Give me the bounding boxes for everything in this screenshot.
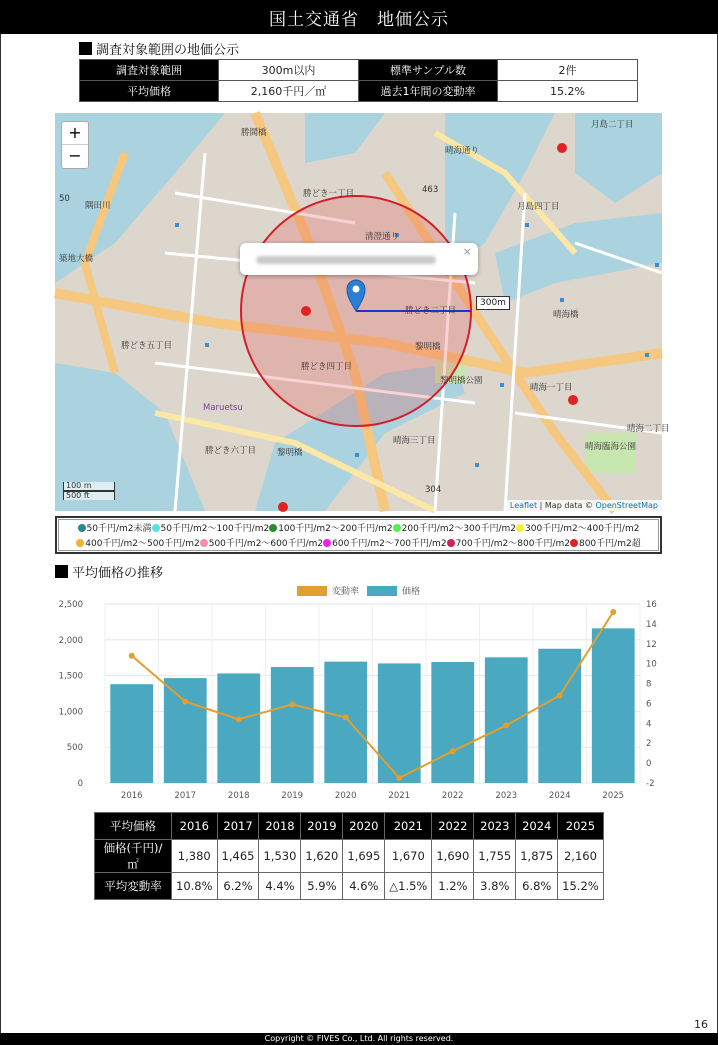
- bar: [217, 673, 260, 783]
- table-row: [80, 81, 638, 102]
- bar: [378, 663, 421, 783]
- table-cell: 1.2%: [432, 873, 474, 900]
- map-label-route304: 304: [425, 485, 442, 495]
- table-cell: 1,755: [474, 840, 516, 873]
- y-right-tick-label: 0: [646, 759, 652, 770]
- map-label-harumi-bridge: 晴海橋: [553, 310, 579, 320]
- legend-dot-icon: [323, 539, 331, 547]
- legend-label: 800千円/m2超: [578, 539, 641, 549]
- table-cell: △1.5%: [385, 873, 432, 900]
- map-label-route50: 50: [59, 194, 70, 204]
- legend-dot-icon: [516, 524, 524, 532]
- table-cell: 4.4%: [259, 873, 301, 900]
- x-tick-label: 2020: [334, 791, 357, 801]
- copyright: Copyright © FIVES Co., Ltd. All rights reserved.: [0, 1033, 718, 1045]
- legend-item: [447, 539, 570, 549]
- legend-item: [323, 539, 446, 549]
- map-label-tsukishima2: 月島二丁目: [591, 120, 634, 130]
- table-header-cell: 2019: [301, 813, 343, 840]
- leaflet-link[interactable]: Leaflet: [509, 501, 538, 510]
- section-heading-survey: [79, 39, 239, 58]
- map-label-harumi3: 晴海三丁目: [393, 436, 436, 446]
- table-cell: 1,380: [172, 840, 218, 873]
- map-label-tsukuji-ohashi: 築地大橋: [59, 254, 94, 264]
- bar: [324, 662, 367, 783]
- legend-item: [570, 539, 641, 549]
- y-left-tick-label: 2,500: [58, 600, 83, 610]
- survey-info-table: [79, 59, 638, 102]
- table-header-cell: 2018: [259, 813, 301, 840]
- legend-item: [393, 524, 516, 534]
- map-canvas: [55, 113, 670, 511]
- x-tick-label: 2022: [441, 791, 464, 801]
- map-label-kachidoki1: 勝どき一丁目: [303, 189, 355, 199]
- table-header-cell: 2016: [172, 813, 218, 840]
- x-tick-label: 2023: [495, 791, 518, 801]
- y-right-tick-label: 12: [646, 639, 657, 650]
- legend-label: 700千円/m2〜800千円/m2: [455, 539, 570, 549]
- heading-square-icon: [55, 565, 68, 578]
- y-right-tick-label: 14: [646, 619, 657, 630]
- zoom-in-button[interactable]: +: [62, 122, 88, 145]
- legend-item: [269, 524, 392, 534]
- legend-label: 価格: [402, 587, 421, 597]
- price-trend-chart: [55, 580, 665, 805]
- price-legend: [55, 516, 662, 554]
- table-cell: 標準サンプル数: [359, 60, 498, 81]
- legend-label: 50千円/m2未満: [86, 524, 152, 534]
- table-header-cell: 2022: [432, 813, 474, 840]
- legend-dot-icon: [570, 539, 578, 547]
- y-right-tick-label: 8: [646, 679, 652, 690]
- bar: [431, 662, 474, 783]
- y-right-tick-label: 4: [646, 719, 652, 730]
- legend-dot-icon: [78, 524, 86, 532]
- table-row: [95, 873, 604, 900]
- map-label-tsukishima4: 月島四丁目: [517, 202, 560, 212]
- table-cell: 1,875: [516, 840, 558, 873]
- table-cell: 15.2%: [558, 873, 604, 900]
- legend-label: 500千円/m2〜600千円/m2: [208, 539, 324, 549]
- map-label-kiyosumi: 清澄通り: [365, 232, 400, 242]
- table-cell: 15.2%: [498, 81, 638, 102]
- y-right-tick-label: 10: [646, 659, 657, 670]
- heading-square-icon: [79, 42, 92, 55]
- map-label-kachidoki5: 勝どき五丁目: [121, 341, 173, 351]
- map-label-harumi1: 晴海一丁目: [530, 383, 573, 393]
- legend-swatch: [367, 586, 397, 596]
- table-header-cell: 平均価格: [95, 813, 172, 840]
- map-label-harumi2: 晴海二丁目: [627, 424, 670, 434]
- bar: [538, 649, 581, 783]
- table-cell: 5.9%: [301, 873, 343, 900]
- legend-label: 50千円/m2〜100千円/m2: [160, 524, 270, 534]
- table-header-cell: 2021: [385, 813, 432, 840]
- legend-dot-icon: [447, 539, 455, 547]
- x-tick-label: 2024: [548, 791, 571, 801]
- line-point: [182, 698, 188, 704]
- table-cell: 調査対象範囲: [80, 60, 219, 81]
- legend-item: [78, 524, 152, 534]
- table-cell: 300m以内: [219, 60, 359, 81]
- line-point: [343, 714, 349, 720]
- line-point: [450, 748, 456, 754]
- line-point: [396, 775, 402, 781]
- distance-label: 300m: [476, 296, 510, 310]
- legend-label: 300千円/m2〜400千円/m2: [525, 524, 640, 534]
- y-right-tick-label: 16: [646, 600, 657, 610]
- map-scale-bar: [63, 482, 115, 500]
- y-left-tick-label: 0: [77, 779, 83, 789]
- x-tick-label: 2018: [227, 791, 250, 801]
- section-title: 調査対象範囲の地価公示: [96, 43, 240, 58]
- osm-link[interactable]: OpenStreetMap: [595, 501, 658, 510]
- table-cell: 2件: [498, 60, 638, 81]
- bar: [592, 628, 635, 783]
- table-cell: 6.8%: [516, 873, 558, 900]
- map-label-reimeibashi: 黎明橋: [277, 448, 303, 458]
- y-left-tick-label: 500: [66, 743, 83, 754]
- x-tick-label: 2017: [174, 791, 197, 801]
- table-header-cell: 2020: [343, 813, 385, 840]
- legend-dot-icon: [76, 539, 84, 547]
- y-left-tick-label: 2,000: [58, 635, 83, 646]
- section-heading-trend: [55, 562, 163, 581]
- line-point: [610, 609, 616, 615]
- table-cell: 1,530: [259, 840, 301, 873]
- y-right-tick-label: 6: [646, 699, 652, 710]
- table-cell: 1,695: [343, 840, 385, 873]
- table-header-row: [95, 813, 604, 840]
- scale-meters: 100 m: [63, 482, 115, 491]
- y-right-tick-label: -2: [646, 779, 655, 789]
- bar: [110, 684, 153, 783]
- table-cell: 価格(千円)/㎡: [95, 840, 172, 873]
- table-cell: 4.6%: [343, 873, 385, 900]
- line-point: [503, 722, 509, 728]
- table-header-cell: 2025: [558, 813, 604, 840]
- legend-dot-icon: [152, 524, 160, 532]
- legend-label: 600千円/m2〜700千円/m2: [332, 539, 447, 549]
- trend-table: [94, 812, 604, 900]
- map-label-kachidoki4: 勝どき四丁目: [301, 362, 353, 372]
- map-label-kachidoki6: 勝どき六丁目: [205, 446, 257, 456]
- legend-item: [516, 524, 639, 534]
- map-label-kachidoki-bridge: 勝鬨橋: [241, 128, 267, 138]
- legend-dot-icon: [269, 524, 277, 532]
- legend-label: 400千円/m2〜500千円/m2: [85, 539, 200, 549]
- table-cell: 平均価格: [80, 81, 219, 102]
- map-popup: [240, 243, 478, 275]
- line-point: [129, 653, 135, 659]
- area-map[interactable]: [55, 113, 670, 511]
- table-header-cell: 2023: [474, 813, 516, 840]
- table-cell: 1,620: [301, 840, 343, 873]
- table-header-cell: 2017: [217, 813, 259, 840]
- line-point: [236, 716, 242, 722]
- line-point: [289, 701, 295, 707]
- page-title: 国土交通省 地価公示: [0, 0, 718, 34]
- map-label-reimeibashi: 黎明橋: [415, 342, 441, 352]
- map-label-reimeibashi-park: 黎明橋公園: [440, 376, 483, 386]
- table-header-cell: 2024: [516, 813, 558, 840]
- table-cell: 10.8%: [172, 873, 218, 900]
- table-cell: 1,690: [432, 840, 474, 873]
- section-title: 平均価格の推移: [72, 566, 164, 581]
- legend-item: [200, 539, 323, 549]
- legend-swatch: [297, 586, 327, 596]
- table-cell: 3.8%: [474, 873, 516, 900]
- bar: [271, 667, 314, 783]
- bar: [485, 657, 528, 783]
- scale-feet: 500 ft: [63, 491, 115, 500]
- map-label-route463: 463: [422, 185, 439, 195]
- map-label-sumida-river: 隅田川: [85, 201, 111, 211]
- legend-label: 200千円/m2〜300千円/m2: [401, 524, 517, 534]
- table-cell: 1,465: [217, 840, 259, 873]
- bar: [164, 678, 207, 783]
- x-tick-label: 2021: [388, 791, 411, 801]
- table-cell: 2,160千円／㎡: [219, 81, 359, 102]
- table-cell: 6.2%: [217, 873, 259, 900]
- map-label-kachidoki2: 勝どき二丁目: [405, 306, 457, 316]
- map-zoom-control: [61, 121, 89, 169]
- x-tick-label: 2025: [602, 791, 625, 801]
- popup-redacted-address: [256, 256, 436, 264]
- table-cell: 平均変動率: [95, 873, 172, 900]
- y-left-tick-label: 1,500: [58, 671, 83, 682]
- table-cell: 2,160: [558, 840, 604, 873]
- page-number: 16: [694, 1018, 708, 1031]
- legend-item: [76, 539, 199, 549]
- legend-dot-icon: [393, 524, 401, 532]
- zoom-out-button[interactable]: −: [68, 146, 82, 165]
- x-tick-label: 2019: [281, 791, 304, 801]
- map-label-harumi-dori: 晴海通り: [445, 146, 480, 156]
- attribution-text: | Map data ©: [537, 501, 596, 510]
- table-row: [80, 60, 638, 81]
- map-attribution: [506, 500, 662, 511]
- y-right-tick-label: 2: [646, 739, 652, 750]
- x-tick-label: 2016: [120, 791, 143, 801]
- line-point: [557, 692, 563, 698]
- map-label-harumi-park: 晴海臨海公園: [585, 442, 637, 452]
- table-cell: 過去1年間の変動率: [359, 81, 498, 102]
- table-row: [95, 840, 604, 873]
- legend-item: [152, 524, 270, 534]
- map-label-maruetsu: Maruetsu: [203, 403, 243, 413]
- legend-dot-icon: [200, 539, 208, 547]
- legend-label: 100千円/m2〜200千円/m2: [278, 524, 393, 534]
- legend-label: 変動率: [332, 587, 360, 597]
- popup-close-button[interactable]: ×: [462, 245, 472, 258]
- y-left-tick-label: 1,000: [58, 707, 83, 718]
- chart-svg: [55, 580, 665, 805]
- table-cell: 1,670: [385, 840, 432, 873]
